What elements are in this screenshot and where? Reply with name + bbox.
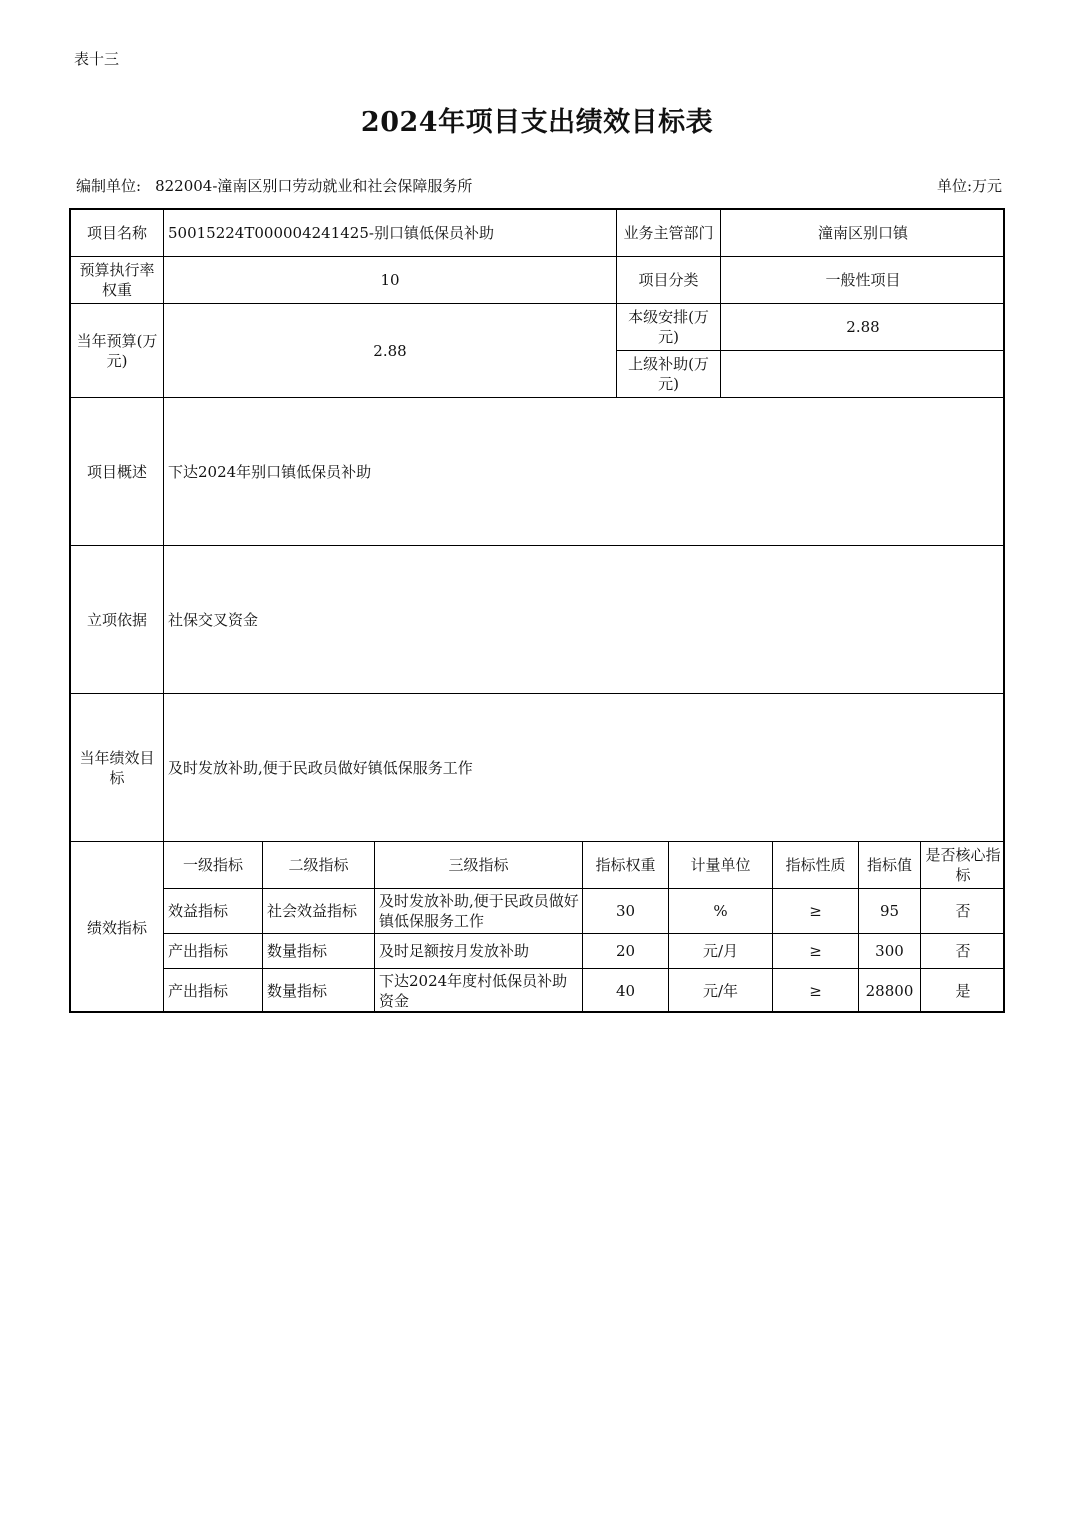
organization [76,175,472,196]
category-value: 一般性项目 [721,257,1005,304]
table-cell: 社会效益指标 [263,889,375,934]
indicator-label: 绩效指标 [71,842,164,1013]
indicator-header: 指标性质 [773,842,859,889]
category-label: 项目分类 [617,257,721,304]
exec-weight-label: 预算执行率权重 [71,257,164,304]
page-title: 2024年项目支出绩效目标表 [360,107,714,138]
performance-table [69,208,1005,1013]
table-cell: 28800 [859,969,921,1013]
indicator-header: 计量单位 [669,842,773,889]
table-cell: 数量指标 [263,969,375,1013]
table-cell: 否 [921,934,1005,969]
goal-value: 及时发放补助,便于民政员做好镇低保服务工作 [164,694,1005,842]
dept-label: 业务主管部门 [617,210,721,257]
indicator-header: 指标权重 [583,842,669,889]
upper-subsidy-value [721,351,1005,398]
table-cell: ≥ [773,889,859,934]
overview-label: 项目概述 [71,398,164,546]
indicator-header: 二级指标 [263,842,375,889]
table-cell: 效益指标 [164,889,263,934]
table-cell: 下达2024年度村低保员补助资金 [375,969,583,1013]
table-cell: 是 [955,982,971,1000]
indicator-header: 一级指标 [164,842,263,889]
table-cell: 元/年 [669,969,773,1013]
organization-value: 822004-潼南区别口劳动就业和社会保障服务所 [155,177,473,195]
table-cell: 30 [583,889,669,934]
indicator-header: 是否核心指标 [921,842,1005,889]
overview-value: 下达2024年别口镇低保员补助 [164,398,1005,546]
table-cell: 数量指标 [263,934,375,969]
table-cell: 元/月 [669,934,773,969]
basis-label: 立项依据 [71,546,164,694]
indicator-header: 指标值 [859,842,921,889]
basis-value: 社保交叉资金 [164,546,1005,694]
goal-label: 当年绩效目标 [71,694,164,842]
unit-note: 单位:万元 [936,177,1002,195]
table-cell: % [669,889,773,934]
table-cell: 产出指标 [164,934,263,969]
local-arrangement-value: 2.88 [721,304,1005,351]
table-number: 表十三 [74,50,120,68]
table-cell: 95 [859,889,921,934]
table-cell: 及时发放补助,便于民政员做好镇低保服务工作 [375,889,583,934]
budget-label: 当年预算(万元) [71,304,164,398]
upper-subsidy-label: 上级补助(万元) [617,351,721,398]
table-cell: 300 [859,934,921,969]
table-cell: 否 [921,889,1005,934]
table-cell: 40 [583,969,669,1013]
table-cell: ≥ [773,934,859,969]
organization-label: 编制单位: [76,177,142,195]
budget-value: 2.88 [164,304,617,398]
table-cell: 20 [583,934,669,969]
project-name-label: 项目名称 [71,210,164,257]
local-arrangement-label: 本级安排(万元) [617,304,721,351]
dept-value: 潼南区别口镇 [721,210,1005,257]
table-cell: ≥ [773,969,859,1013]
exec-weight-value: 10 [164,257,617,304]
table-cell: 产出指标 [164,969,263,1013]
indicator-header: 三级指标 [375,842,583,889]
project-name-value: 50015224T000004241425-别口镇低保员补助 [164,210,617,257]
table-cell: 及时足额按月发放补助 [375,934,583,969]
